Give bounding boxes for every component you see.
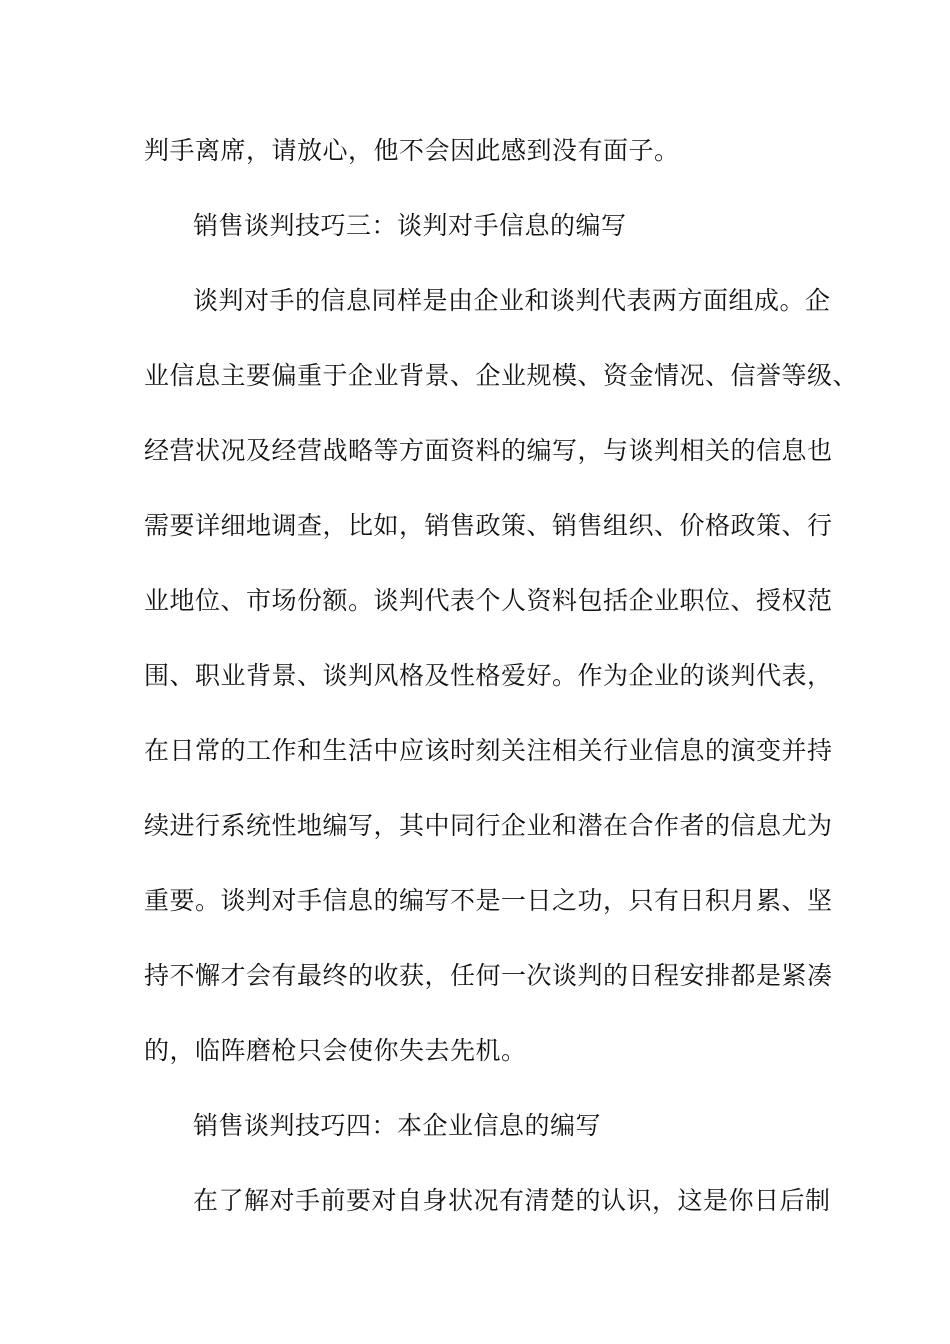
- body-line-4: 业信息主要偏重于企业背景、企业规模、资金情况、信誉等级、: [144, 361, 859, 390]
- body-line-1: 判手离席，请放心，他不会因此感到没有面子。: [144, 136, 680, 165]
- body-line-5: 经营状况及经营战略等方面资料的编写，与谈判相关的信息也: [144, 436, 833, 465]
- section-heading-4: 销售谈判技巧四：本企业信息的编写: [193, 1111, 602, 1140]
- body-line-11: 重要。谈判对手信息的编写不是一日之功，只有日积月累、坚: [144, 886, 833, 915]
- body-line-10: 续进行系统性地编写，其中同行企业和潜在合作者的信息尤为: [144, 811, 833, 840]
- body-line-9: 在日常的工作和生活中应该时刻关注相关行业信息的演变并持: [144, 736, 833, 765]
- body-line-15: 在了解对手前要对自身状况有清楚的认识，这是你日后制: [193, 1186, 831, 1215]
- body-line-6: 需要详细地调查，比如，销售政策、销售组织、价格政策、行: [144, 511, 833, 540]
- body-line-3: 谈判对手的信息同样是由企业和谈判代表两方面组成。企: [193, 286, 831, 315]
- section-heading-3: 销售谈判技巧三：谈判对手信息的编写: [193, 211, 627, 240]
- body-line-8: 围、职业背景、谈判风格及性格爱好。作为企业的谈判代表，: [144, 661, 833, 690]
- body-line-7: 业地位、市场份额。谈判代表个人资料包括企业职位、授权范: [144, 586, 833, 615]
- body-line-12: 持不懈才会有最终的收获，任何一次谈判的日程安排都是紧凑: [144, 961, 833, 990]
- body-line-13: 的，临阵磨枪只会使你失去先机。: [144, 1036, 527, 1065]
